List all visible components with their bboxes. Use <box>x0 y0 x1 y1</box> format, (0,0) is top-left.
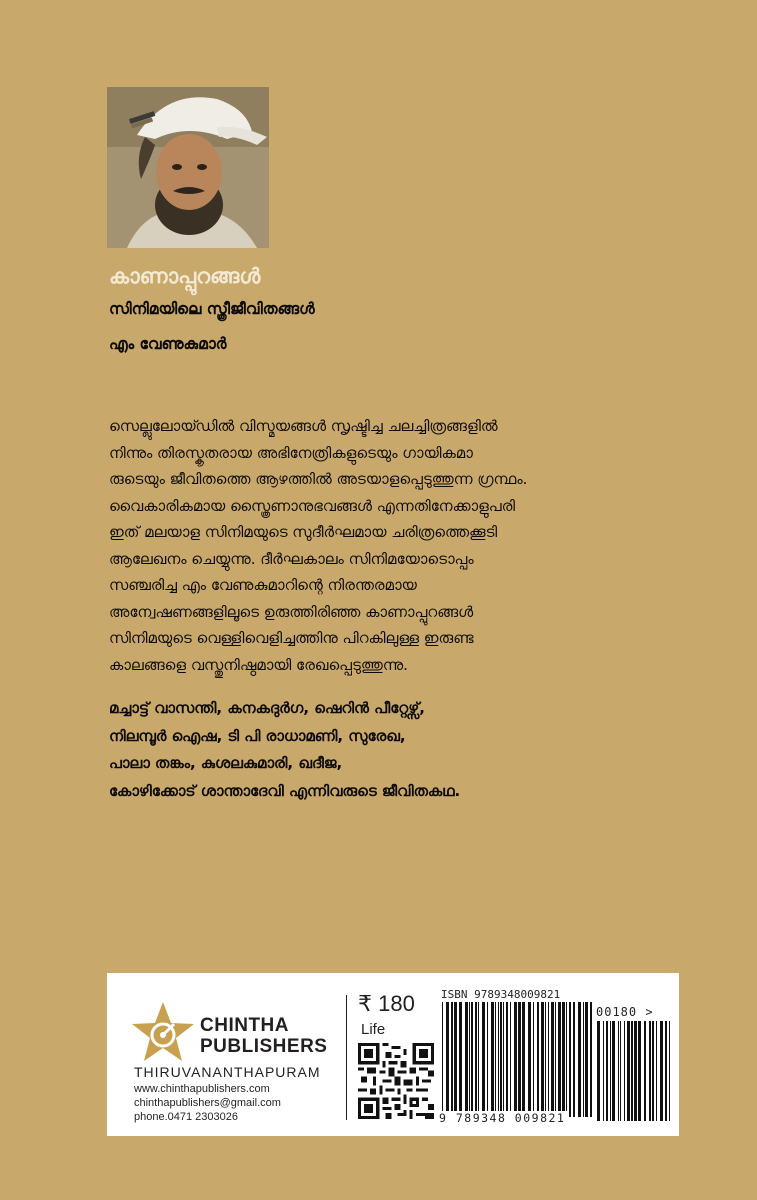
barcode-bar <box>506 1002 508 1117</box>
blurb-line: സിനിമയുടെ വെള്ളിവെളിച്ചത്തിനു പിറകിലുള്ള ഇരുണ്ട <box>109 629 474 647</box>
barcode-bar <box>498 1002 499 1117</box>
names-line: കോഴിക്കോട് ശാന്താദേവി എന്നിവരുടെ ജീവിതകഥ. <box>109 781 461 800</box>
barcode-bar <box>562 1002 565 1117</box>
blurb-line: രുടെയും ജീവിതത്തെ ആഴത്തിൽ അടയാളപ്പെടുത്തുന്ന ഗ്രന്ഥം. <box>109 470 528 488</box>
barcode-bar <box>451 1002 453 1117</box>
barcode-bar <box>491 1002 494 1117</box>
barcode-bar <box>558 1002 561 1117</box>
barcode-digits: 9 789348 009821 <box>439 1111 566 1125</box>
barcode-bar <box>665 1021 667 1121</box>
barcode-bar <box>569 1002 571 1117</box>
barcode-bar <box>545 1002 546 1117</box>
blurb-line: കാലങ്ങളെ വസ്തുനിഷ്ഠമായി രേഖപ്പെടുത്തുന്നു. <box>109 655 408 674</box>
names-line: പാലാ തങ്കം, കുശലകുമാരി, ഖദീജ, <box>109 754 343 772</box>
isbn-barcode <box>442 1002 592 1117</box>
panel-divider <box>346 995 347 1120</box>
barcode-bar <box>573 1002 575 1117</box>
publisher-email: chinthapublishers@gmail.com <box>134 1097 281 1109</box>
blurb-line: ആലേഖനം ചെയ്യുന്നു. ദീർഘകാലം സിനിമയോടൊപ്പം <box>109 549 474 568</box>
star-sickle-emblem-icon <box>130 1000 196 1064</box>
barcode-bar <box>514 1002 517 1117</box>
barcode-bar <box>478 1002 479 1117</box>
barcode-bar <box>442 1002 443 1117</box>
book-title: കാണാപ്പുറങ്ങൾ <box>109 264 261 288</box>
barcode-bar <box>518 1002 521 1117</box>
imprint-label: Life <box>361 1021 386 1038</box>
barcode-bar <box>631 1021 633 1121</box>
barcode-bar <box>459 1002 462 1117</box>
barcode-bar <box>656 1021 657 1121</box>
barcode-bar <box>465 1002 468 1117</box>
barcode-bar <box>555 1002 556 1117</box>
barcode-bar <box>652 1021 654 1121</box>
book-subtitle: സിനിമയിലെ സ്ത്രീജീവിതങ്ങൾ <box>109 300 315 318</box>
publisher-phone: phone.0471 2303026 <box>134 1111 238 1123</box>
barcode-bar <box>620 1021 621 1121</box>
barcode-bar <box>566 1002 567 1117</box>
names-line: മച്ചാട്ട് വാസന്തി, കനകദുർഗ, ഷെറിൻ പീറ്റേഴ്സ്, <box>109 699 425 717</box>
barcode-bar <box>487 1002 488 1117</box>
blurb-line: സെല്ലുലോയ്ഡിൽ വിസ്മയങ്ങൾ സൃഷ്ടിച്ച ചലച്ചിത്രങ്ങളിൽ <box>109 417 498 435</box>
barcode-bar <box>669 1021 670 1121</box>
blurb-line: നിന്നും തിരസ്കൃതരായ അഭിനേത്രികളുടെയും ഗായികമാ <box>109 443 473 462</box>
publisher-name-line2: PUBLISHERS <box>200 1036 328 1057</box>
barcode-bar <box>537 1002 539 1117</box>
barcode-bar <box>606 1021 608 1121</box>
barcode-bar <box>634 1021 637 1121</box>
blurb-line: വൈകാരികമായ സ്ത്രൈണാനുഭവങ്ങൾ എന്നതിനേക്കാളുപരി <box>109 496 516 515</box>
qr-code <box>358 1043 434 1119</box>
publisher-city: THIRUVANANTHAPURAM <box>134 1064 321 1080</box>
featured-names <box>109 695 669 805</box>
blurb-line: സഞ്ചരിച്ച എം വേണുകുമാറിന്റെ നിരന്തരമായ <box>109 576 417 594</box>
barcode-bar <box>578 1002 581 1117</box>
barcode-bar <box>495 1002 496 1117</box>
barcode-bar <box>627 1021 630 1121</box>
publisher-name-line1: CHINTHA <box>200 1015 289 1036</box>
barcode-bar <box>454 1002 457 1117</box>
price-addon-barcode <box>597 1021 671 1121</box>
barcode-addon-digits: 00180 > <box>596 1005 654 1019</box>
publisher-name <box>200 1015 327 1057</box>
barcode-bar <box>644 1021 646 1121</box>
barcode-bar <box>612 1021 615 1121</box>
barcode-bar <box>548 1002 549 1117</box>
barcode-bar <box>528 1002 531 1117</box>
barcode-bar <box>590 1002 592 1117</box>
barcode-bar <box>510 1002 511 1117</box>
isbn-label: ISBN 9789348009821 <box>441 988 561 1001</box>
barcode-bar <box>446 1002 449 1117</box>
barcode-bar <box>482 1002 485 1117</box>
barcode-bar <box>649 1021 651 1121</box>
barcode-bar <box>660 1021 663 1121</box>
barcode-bar <box>603 1021 604 1121</box>
barcode-bar <box>618 1021 619 1121</box>
barcode-bar <box>533 1002 534 1117</box>
barcode-bar <box>585 1002 588 1117</box>
barcode-bar <box>500 1002 502 1117</box>
blurb-line: ഇത് മലയാള സിനിമയുടെ സുദീർഘമായ ചരിത്രത്തെക്കൂടി <box>109 523 498 541</box>
names-line: നിലമ്പൂർ ഐഷ, ടി പി രാധാമണി, സുരേഖ, <box>109 726 406 745</box>
barcode-bar <box>583 1002 584 1117</box>
publisher-panel <box>107 973 679 1136</box>
barcode-bar <box>475 1002 477 1117</box>
barcode-bar <box>624 1021 625 1121</box>
barcode-bar <box>551 1002 554 1117</box>
barcode-bar <box>541 1002 544 1117</box>
barcode-bar <box>610 1021 611 1121</box>
author-photo <box>107 87 269 248</box>
barcode-bar <box>469 1002 470 1117</box>
publisher-website: www.chinthapublishers.com <box>134 1083 270 1095</box>
blurb-line: അന്വേഷണങ്ങളിലൂടെ ഉരുത്തിരിഞ്ഞ കാണാപ്പുറങ്ങൾ <box>109 602 474 621</box>
barcode-bar <box>471 1002 473 1117</box>
barcode-bar <box>522 1002 525 1117</box>
barcode-bar <box>503 1002 504 1117</box>
barcode-bar <box>638 1021 641 1121</box>
price-label: ₹ 180 <box>358 991 415 1016</box>
barcode-bar <box>597 1021 600 1121</box>
blurb-paragraph <box>109 413 669 678</box>
author-name: എം വേണുകുമാർ <box>109 335 227 353</box>
